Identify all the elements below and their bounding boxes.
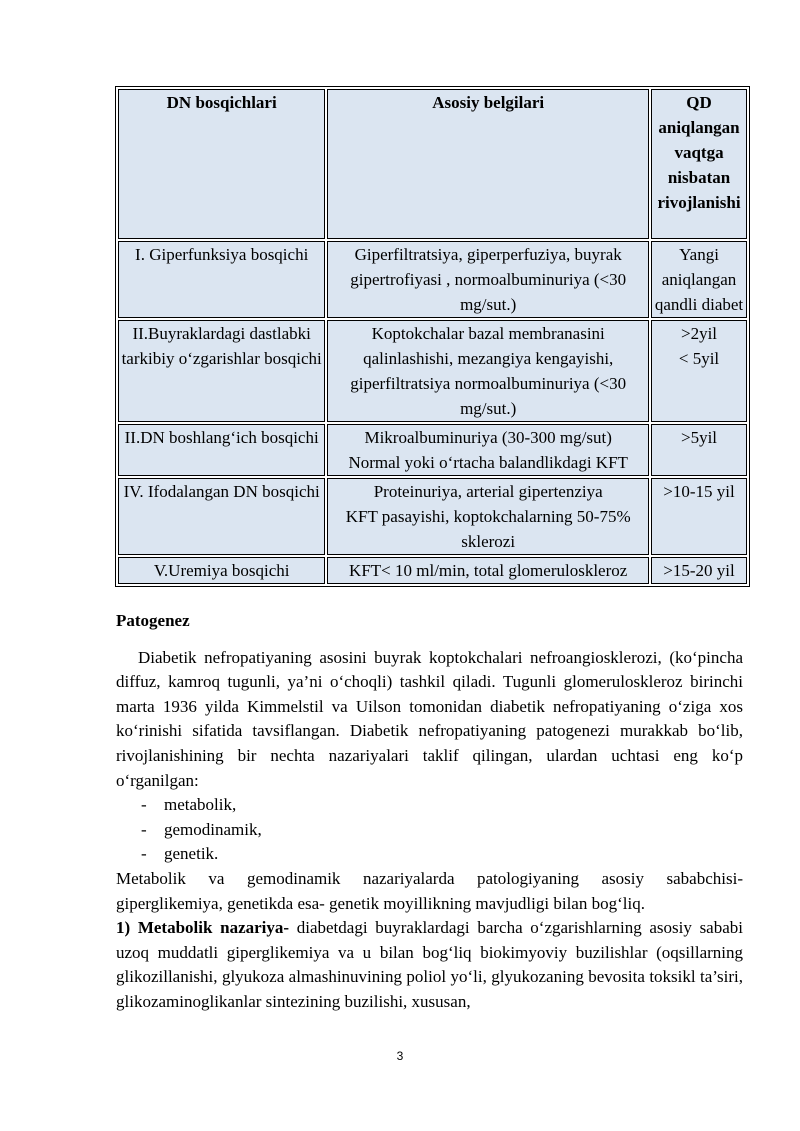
- table-cell: Koptokchalar bazal membranasini qalinlashishi, mezangiya kengayishi, giperfiltratsiya normoalbuminuriya (<30 mg/sut.): [327, 320, 649, 422]
- table-cell: II.DN boshlang‘ich bosqichi: [118, 424, 325, 476]
- paragraph: [116, 916, 743, 1014]
- page-number: 3: [396, 1049, 404, 1063]
- list-item: [141, 842, 743, 867]
- table-row: [118, 424, 747, 476]
- list-item-text: genetik.: [164, 844, 219, 864]
- table-row: [118, 478, 747, 555]
- list-item: [141, 818, 743, 843]
- table-row: [118, 241, 747, 318]
- paragraph: Diabetik nefropatiyaning asosini buyrak koptokchalari nefroangiosklerozi, (ko‘pincha diffuz, kamroq tugunli, ya’ni o‘choqli) tashkil qiladi. Tugunli glomeruloskleroz birinchi marta 1936 yilda Kimmelstil va Uilson tomonidan diabetik nefropatiyaning o‘ziga xos ko‘rinishi sifatida tavsiflangan. Diabetik nefropatiyaning patogenezi murakkab bo‘lib, rivojlanishining bir nechta nazariyalari taklif qilingan, ulardan uchtasi eng ko‘p o‘rganilgan:: [116, 647, 743, 790]
- table-row: [118, 320, 747, 422]
- paragraph: Metabolik va gemodinamik nazariyalarda patologiyaning asosiy sababchisi- giperglikemiya, genetikda esa- genetik moyillikning mavjudligi bilan bog‘liq.: [116, 868, 743, 913]
- list-dash: -: [141, 795, 147, 815]
- table-cell: >15-20 yil: [651, 557, 747, 584]
- table-header-cell: Asosiy belgilari: [327, 89, 649, 239]
- table-cell: IV. Ifodalangan DN bosqichi: [118, 478, 325, 555]
- list-dash: -: [141, 844, 147, 864]
- table-cell: KFT< 10 ml/min, total glomeruloskleroz: [327, 557, 649, 584]
- paragraph-lead: 1) Metabolik nazariya-: [116, 918, 290, 938]
- table-cell: >10-15 yil: [651, 478, 747, 555]
- body-text: [116, 609, 743, 1015]
- table-cell: Giperfiltratsiya, giperperfuziya, buyrak gipertrofiyasi , normoalbuminuriya (<30 mg/sut.): [327, 241, 649, 318]
- table-cell: II.Buyraklardagi dastlabki tarkibiy o‘zgarishlar bosqichi: [118, 320, 325, 422]
- table-cell: Mikroalbuminuriya (30-300 mg/sut) Normal yoki o‘rtacha balandlikdagi KFT: [327, 424, 649, 476]
- list-item-text: gemodinamik,: [164, 819, 262, 839]
- section-heading: Patogenez: [116, 611, 190, 630]
- table-cell: Proteinuriya, arterial gipertenziya KFT pasayishi, koptokchalarning 50-75% sklerozi: [327, 478, 649, 555]
- table-cell: V.Uremiya bosqichi: [118, 557, 325, 584]
- table-cell: >5yil: [651, 424, 747, 476]
- theory-list: [116, 793, 743, 867]
- list-item: [141, 793, 743, 818]
- dn-stages-table: [115, 86, 750, 587]
- table-cell: >2yil < 5yil: [651, 320, 747, 422]
- table-header-cell: QD aniqlangan vaqtga nisbatan rivojlanishi: [651, 89, 747, 239]
- table-header-cell: DN bosqichlari: [118, 89, 325, 239]
- list-dash: -: [141, 819, 147, 839]
- table-cell: Yangi aniqlangan qandli diabet: [651, 241, 747, 318]
- list-item-text: metabolik,: [164, 795, 237, 815]
- table-header-row: [118, 89, 747, 239]
- table-row: [118, 557, 747, 584]
- paragraph-text: diabetdagi buyraklardagi barcha o‘zgarishlarning asosiy sababi uzoq muddatli giperglikemiya va u bilan bog‘liq biokimyoviy buzilishlar (oqsillarning glikozillanishi, glyukoza almashinuvining poliol yo‘li, glyukozaning bevosita toksikl ta’siri, glikozaminoglikanlar sintezining buzilishi, xususan,: [116, 918, 743, 1011]
- table-cell: I. Giperfunksiya bosqichi: [118, 241, 325, 318]
